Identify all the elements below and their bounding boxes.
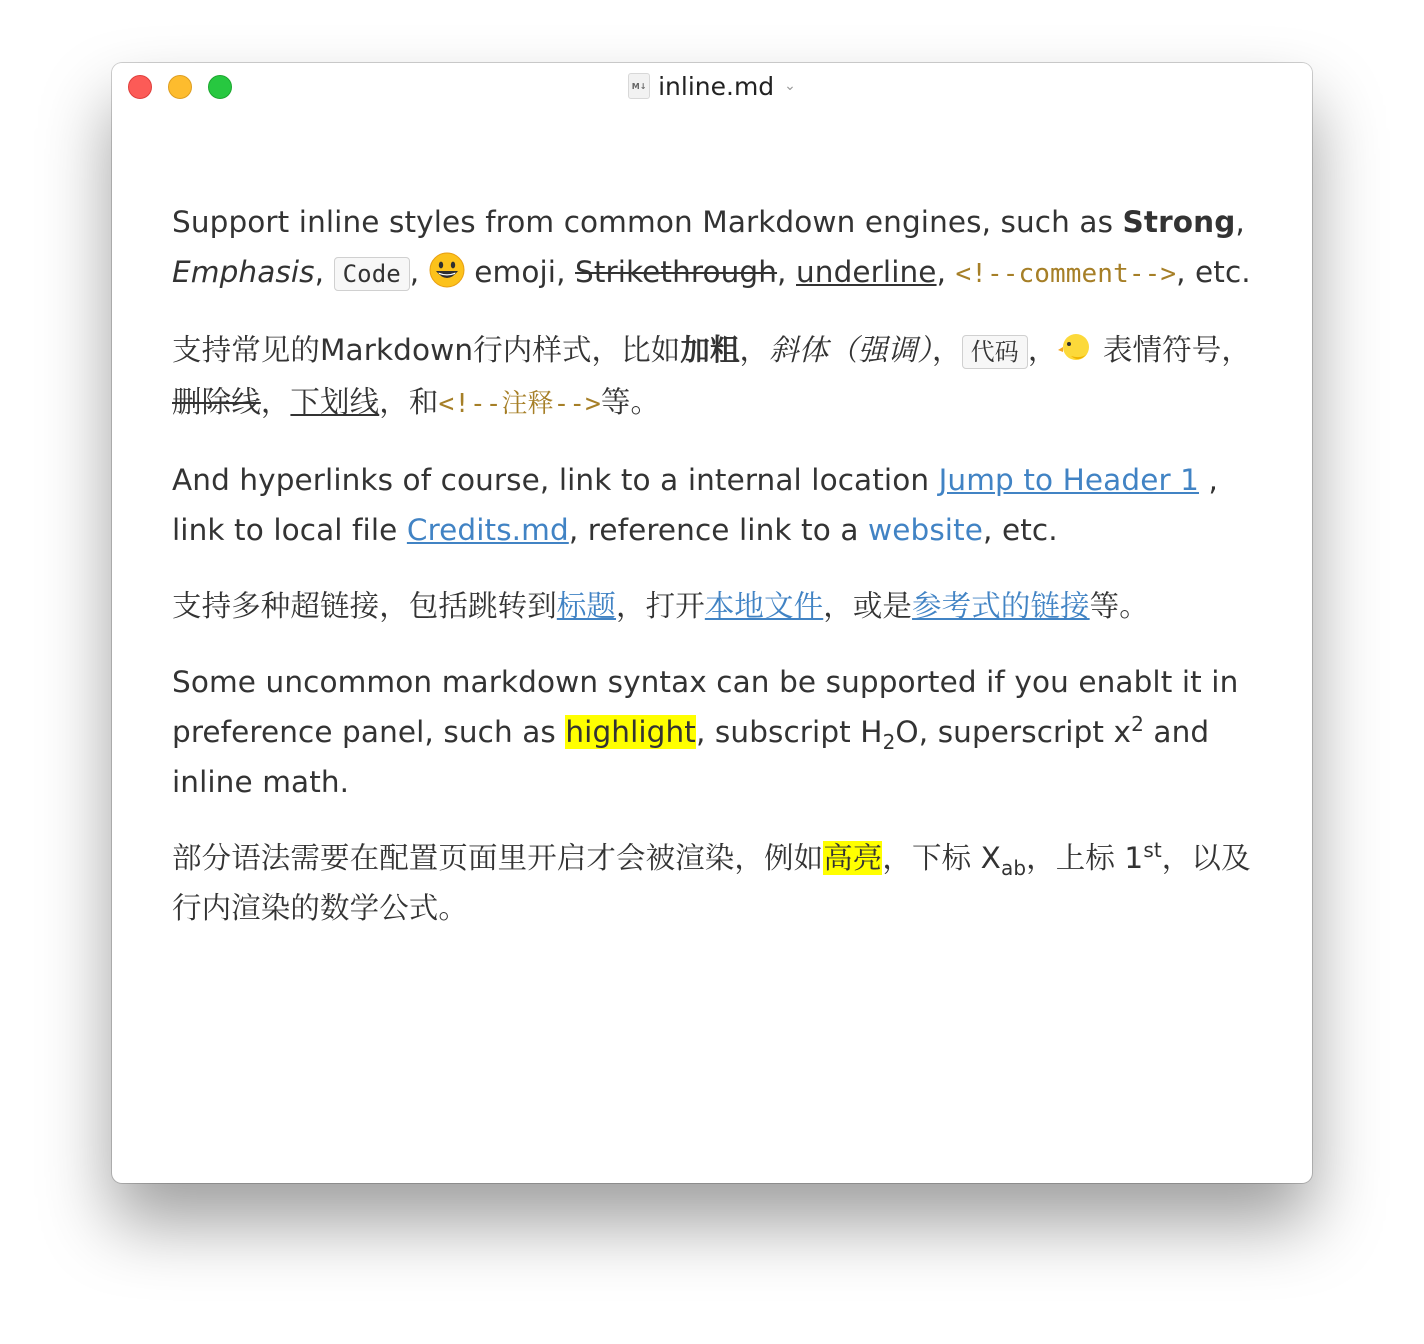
underlined-text: 下划线 [290,385,380,419]
strong-text: 加粗 [680,333,740,367]
underlined-text: underline [796,255,937,289]
emphasis-text: 斜体（强调） [769,333,933,367]
superscript-text: 2 [1131,712,1144,737]
text: , [409,255,429,289]
text: ，打开 [616,589,705,623]
emphasis-text: Emphasis [172,255,315,289]
window-title: inline.md [658,71,775,101]
paragraph-hyperlinks-zh [172,581,1252,631]
highlighted-text: highlight [565,715,696,749]
text: ， [932,333,962,367]
link-reference[interactable]: 参考式的链接 [912,589,1090,623]
strikethrough-text: Strikethrough [575,255,778,289]
strikethrough-text: 删除线 [172,385,261,419]
link-credits-file[interactable]: Credits.md [406,513,569,547]
link-website[interactable]: website [868,513,983,547]
inline-code: 代码 [962,335,1028,369]
link-jump-to-header[interactable]: Jump to Header 1 [938,463,1200,497]
editor-window [112,63,1312,1183]
text: 支持多种超链接，包括跳转到 [172,589,557,623]
text: 部分语法需要在配置页面里开启才会被渲染，例如 [172,841,824,875]
text: O, superscript x [895,715,1132,749]
text: 表情符号， [1093,333,1251,367]
text: , reference link to a [568,513,869,547]
markdown-document-icon: M↓ [628,73,650,99]
link-local-file[interactable]: 本地文件 [704,589,824,623]
text: ， [1027,333,1058,367]
paragraph-extended-syntax-zh [172,833,1252,933]
paragraph-inline-styles-zh [172,325,1252,429]
baby-chick-emoji-icon [1057,330,1093,366]
text: , etc. [983,513,1058,547]
text: Some uncommon markdown syntax can be supported if you enablt it in preference panel, such as [172,665,1239,749]
text: ，下标 X [882,841,1001,875]
paragraph-hyperlinks-en [172,455,1252,555]
subscript-text: ab [1001,855,1027,880]
text: and inline math. [172,715,1210,799]
subscript-text: 2 [882,729,896,754]
text: , [1235,205,1245,239]
text: ， [260,385,291,419]
text: , [777,255,797,289]
chevron-down-icon[interactable]: ⌄ [784,78,796,94]
text: 等。 [1089,589,1149,623]
highlighted-text: 高亮 [823,841,883,875]
text: ，和 [379,385,439,419]
text: 支持常见的Markdown行内样式，比如 [172,333,681,367]
html-comment: <!--注释--> [438,389,601,419]
text: ，或是 [823,589,913,623]
text: ，以及行内渲染的数学公式。 [172,841,1251,925]
text: 等。 [600,385,661,419]
text: Support inline styles from common Markdown engines, such as [172,205,1123,239]
document-body[interactable] [172,197,1252,959]
text: , [314,255,334,289]
text: ， [739,333,770,367]
text: , subscript H [695,715,883,749]
text: emoji, [464,255,576,289]
text: , etc. [1176,255,1251,289]
superscript-text: st [1143,838,1162,863]
window-title-group[interactable] [112,63,1312,109]
title-bar [112,63,1312,109]
html-comment: <!--comment--> [955,259,1177,289]
grinning-face-emoji-icon [429,252,465,288]
text: And hyperlinks of course, link to a internal location [172,463,939,497]
link-header[interactable]: 标题 [556,589,617,623]
text: , link to local file [172,463,1218,547]
inline-code: Code [334,257,410,291]
paragraph-inline-styles-en [172,197,1252,299]
paragraph-extended-syntax-en [172,657,1252,807]
text: ，上标 1 [1026,841,1144,875]
text: , [936,255,956,289]
strong-text: Strong [1122,205,1236,239]
